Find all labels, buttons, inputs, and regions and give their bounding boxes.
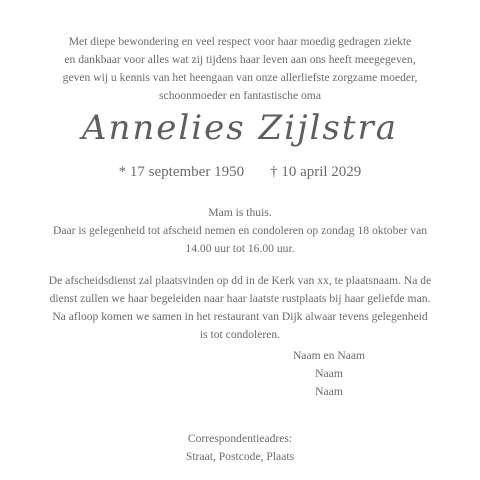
death-date: † 10 april 2029 — [270, 164, 362, 180]
signatory-2: Naam — [315, 367, 343, 380]
intro-line-3: geven wij u kennis van het heengaan van onze allerliefste zorgzame moeder, — [62, 71, 418, 84]
correspondence-address: Straat, Postcode, Plaats — [185, 450, 295, 463]
deceased-name: Annelies Zijlstra — [81, 108, 399, 148]
service-line-2: dienst zullen we haar begeleiden naar haar laatste rustplaats bij haar geliefde man. — [49, 292, 431, 305]
home-line-1: Mam is thuis. — [208, 206, 272, 219]
intro-line-1: Met diepe bewondering en veel respect voor haar moedig gedragen ziekte — [68, 35, 412, 48]
service-line-1: De afscheidsdienst zal plaatsvinden op dd in de Kerk van xx, te plaatsnaam. Na de — [48, 274, 432, 287]
signatory-3: Naam — [315, 385, 343, 398]
service-line-4: is tot condoleren. — [199, 328, 281, 341]
intro-line-2: en dankbaar voor alles wat zij tijdens haar leven aan ons heeft meegegeven, — [64, 53, 416, 66]
birth-date: * 17 september 1950 — [118, 164, 245, 180]
life-dates — [0, 162, 480, 182]
home-line-3: 14.00 uur tot 16.00 uur. — [185, 242, 295, 255]
home-line-2: Daar is gelegenheid tot afscheid nemen en condoleren op zondag 18 oktober van — [52, 224, 428, 237]
intro-line-4: schoonmoeder en fantastische oma — [159, 89, 321, 102]
service-line-3: Na afloop komen we samen in het restaurant van Dijk alwaar tevens gelegenheid — [52, 310, 428, 323]
signatory-1: Naam en Naam — [292, 349, 366, 362]
correspondence-label: Correspondentieadres: — [187, 432, 293, 445]
